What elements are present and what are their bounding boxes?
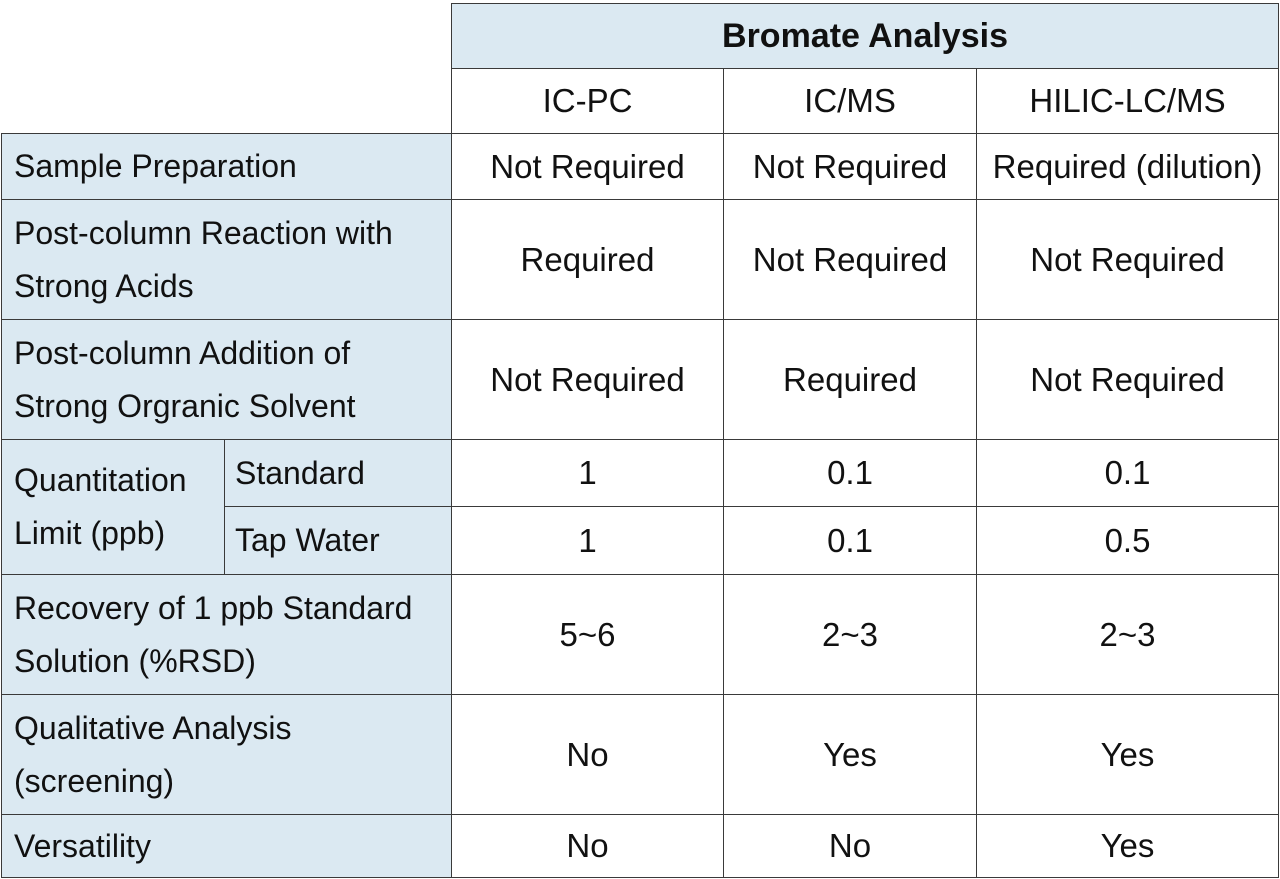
table-cell: Not Required <box>724 200 977 320</box>
table-cell: No <box>452 695 724 815</box>
table-cell: 0.5 <box>977 507 1279 575</box>
table-cell: Yes <box>724 695 977 815</box>
table-cell: Required (dilution) <box>977 134 1279 200</box>
row-sublabel-standard: Standard <box>225 440 452 507</box>
table-row <box>2 695 1279 815</box>
table-cell: 2~3 <box>977 575 1279 695</box>
table-row <box>2 440 1279 507</box>
table-cell: Not Required <box>977 200 1279 320</box>
table-row <box>2 575 1279 695</box>
table-cell: No <box>452 815 724 878</box>
table-cell: 0.1 <box>977 440 1279 507</box>
table-cell: Required <box>452 200 724 320</box>
method-header-ic-ms: IC/MS <box>724 69 977 134</box>
table-cell: 2~3 <box>724 575 977 695</box>
table-cell: Not Required <box>452 134 724 200</box>
table-cell: Required <box>724 320 977 440</box>
table-cell: 5~6 <box>452 575 724 695</box>
table-cell: Not Required <box>977 320 1279 440</box>
row-label-sample-preparation: Sample Preparation <box>2 134 452 200</box>
row-sublabel-tap-water: Tap Water <box>225 507 452 575</box>
title-row <box>2 4 1279 69</box>
table-cell: Yes <box>977 695 1279 815</box>
table-cell: Not Required <box>724 134 977 200</box>
table-cell: No <box>724 815 977 878</box>
table-cell: Yes <box>977 815 1279 878</box>
row-label-recovery: Recovery of 1 ppb Standard Solution (%RSD) <box>2 575 452 695</box>
table-cell: 0.1 <box>724 507 977 575</box>
method-header-hilic-lc-ms: HILIC-LC/MS <box>977 69 1279 134</box>
table-cell: 0.1 <box>724 440 977 507</box>
bromate-comparison-table <box>1 3 1279 878</box>
table-row <box>2 200 1279 320</box>
row-label-versatility: Versatility <box>2 815 452 878</box>
table-cell: Not Required <box>452 320 724 440</box>
row-label-qualitative-analysis: Qualitative Analysis (screening) <box>2 695 452 815</box>
table-cell: 1 <box>452 507 724 575</box>
row-label-quantitation-limit: Quantitation Limit (ppb) <box>2 440 225 575</box>
table-title: Bromate Analysis <box>452 4 1279 69</box>
method-header-ic-pc: IC-PC <box>452 69 724 134</box>
table-row <box>2 815 1279 878</box>
table-row <box>2 134 1279 200</box>
table-cell: 1 <box>452 440 724 507</box>
row-label-post-column-addition: Post-column Addition of Strong Orgranic Solvent <box>2 320 452 440</box>
corner-blank-cell <box>2 4 452 134</box>
table-row <box>2 320 1279 440</box>
row-label-post-column-reaction: Post-column Reaction with Strong Acids <box>2 200 452 320</box>
